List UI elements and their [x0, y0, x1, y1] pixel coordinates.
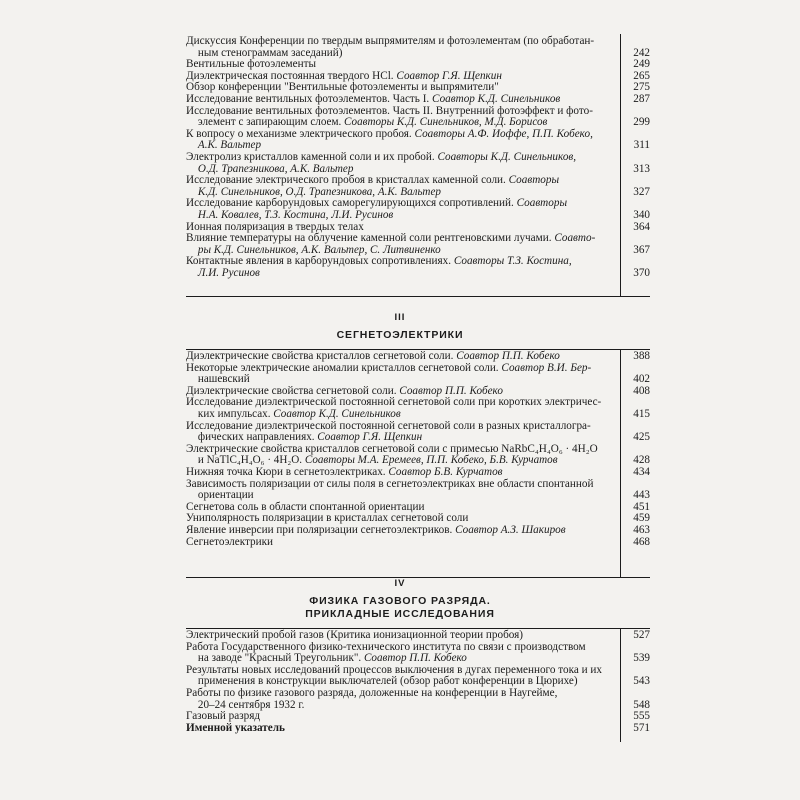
entry-author: А.К. Вальтер [197, 139, 262, 152]
entry-title: Обзор конференции "Вентильные фотоэлементы и выпрямители" [186, 81, 499, 94]
entry-author: Соавтор К.Д. Синельников [432, 92, 561, 105]
entry-author: К.Д. Синельников, О.Д. Трапезникова, А.К. Вальтер [197, 185, 441, 198]
page-number: 571 [633, 721, 650, 734]
entry-author: Соавтор В.И. Бер- [501, 361, 592, 374]
entry-author: Л.И. Русинов [197, 266, 260, 279]
toc-entry [186, 396, 650, 420]
entry-title: Дискуссия Конференции по твердым выпрямителям и фотоэлементам (по обработан- [186, 35, 595, 47]
page-number: 443 [633, 489, 650, 502]
section-4-title-line-2: ПРИКЛАДНЫЕ ИССЛЕДОВАНИЯ [305, 608, 495, 620]
page-number: 555 [633, 710, 650, 723]
entry-title: Сегнетова соль в области спонтанной ориентации [186, 500, 425, 513]
entry-author: Соавтор Б.В. Курчатов [388, 465, 503, 478]
entry-title: Ионная поляризация в твердых телах [186, 220, 364, 233]
page-number: 459 [633, 512, 650, 525]
entry-title: Влияние температуры на облучение каменной соли рентгеновскими лучами. [186, 232, 552, 245]
entry-author: ры К.Д. Синельников, А.К. Вальтер, С. Литвиненко [197, 243, 441, 256]
entry-title: Нижняя точка Кюри в сегнетоэлектриках. [186, 465, 386, 478]
toc-entry [186, 686, 650, 711]
entry-text-line [186, 711, 621, 723]
toc-entry [186, 104, 650, 129]
entry-title: Вентильные фотоэлементы [186, 58, 316, 71]
index-entry [186, 721, 650, 735]
toc-entry [186, 255, 650, 279]
entry-title: Униполярность поляризации в кристаллах сегнетовой соли [186, 512, 469, 525]
entry-title: Некоторые электрические аномалии кристаллов сегнетовой соли. [186, 361, 499, 374]
entry-author: Соавто- [554, 232, 596, 245]
page-number: 370 [633, 266, 650, 279]
entry-title: применения в конструкции выключателей (обзор работ конференции в Цюрихе) [197, 675, 578, 688]
toc-entry [186, 442, 650, 467]
page-number: 402 [633, 373, 650, 386]
section-divider [186, 296, 650, 297]
entry-text-line [186, 268, 618, 280]
entry-author: Соавтор Г.Я. Щепкин [317, 431, 423, 444]
entry-author: Соавтор П.П. Кобеко [363, 652, 467, 665]
entry-title: нашевский [197, 373, 250, 386]
page-number: 527 [633, 629, 650, 641]
entry-title: Исследование электрического пробоя в кристаллах каменной соли. [186, 174, 506, 187]
entry-author: Соавтор П.П. Кобеко [399, 384, 503, 397]
entry-title: Зависимость поляризации от силы поля в сегнетоэлектриках вне области спонтанной [186, 477, 594, 490]
entry-author: Соавторы К.Д. Синельников, М.Д. Борисов [344, 116, 548, 129]
entry-text-line [186, 363, 621, 375]
toc-entry [186, 640, 650, 665]
toc-entry [186, 150, 650, 175]
page-number: 543 [633, 675, 650, 688]
entry-author: О.Д. Трапезникова, А.К. Вальтер [197, 162, 354, 175]
section-3-number: III [394, 312, 406, 323]
page-number: 468 [633, 535, 650, 548]
page-number: 539 [633, 652, 650, 665]
entry-author: Соавторы [508, 174, 560, 187]
index-label: Именной указатель [186, 721, 285, 734]
entry-title: Исследование карборундовых саморегулирующихся сопротивлений. [186, 197, 514, 210]
entry-title: Явление инверсии при поляризации сегнетоэлектриков. [186, 523, 453, 536]
entry-author: Соавтор К.Д. Синельников [273, 407, 401, 420]
entry-title: Электрический пробой газов (Критика ионизационной теории пробоя) [186, 629, 524, 641]
page-number: 364 [633, 220, 650, 233]
entry-title: К вопросу о механизме электрического пробоя. [186, 127, 412, 140]
toc-entry [186, 419, 650, 444]
page-number: 434 [633, 465, 650, 478]
entry-author: Соавторы Т.З. Костина, [453, 255, 572, 268]
toc-entry [186, 710, 650, 723]
entry-author: Соавторы М.А. Еремеев, П.П. Кобеко, Б.В. Курчатов [304, 454, 558, 467]
entry-title: ориентации [197, 489, 254, 502]
page-number: 388 [633, 350, 650, 362]
toc-entry [186, 663, 650, 688]
entry-author: Соавторы К.Д. Синельников, [437, 150, 577, 163]
entry-title: фических направлениях. [197, 431, 315, 444]
entry-title: Исследование диэлектрической постоянной сегнетовой соли в разных кристаллогра- [186, 419, 591, 432]
entry-title: ным стенограммам заседаний) [197, 46, 343, 59]
page-number: 265 [633, 69, 650, 82]
toc-entry [186, 361, 650, 386]
entry-title: Электролиз кристаллов каменной соли и их пробой. [186, 150, 435, 163]
entry-title: Электрические свойства кристаллов сегнетовой соли с примесью NaRbC₄H₄O₆ · 4H₂O [186, 442, 598, 455]
entry-title: Результаты новых исследований процессов выключения в дугах переменного тока и их [186, 663, 602, 676]
entry-title: Контактные явления в карборундовых сопротивлениях. [186, 255, 452, 268]
entry-title: Диэлектрические свойства кристаллов сегнетовой соли. [186, 350, 454, 362]
entry-author: Соавторы [516, 197, 568, 210]
section-3-entries [186, 350, 650, 548]
page-number: 408 [633, 384, 650, 397]
entry-author: Н.А. Ковалев, Т.З. Костина, Л.И. Русинов [197, 208, 394, 221]
toc-entry [186, 127, 650, 152]
page-number: 451 [633, 500, 650, 513]
section-3-title: СЕГНЕТОЭЛЕКТРИКИ [336, 329, 464, 341]
entry-author: Соавтор П.П. Кобеко [456, 350, 560, 362]
page-number: 463 [633, 523, 650, 536]
entry-title: Диэлектрические свойства сегнетовой соли. [186, 384, 397, 397]
toc-entry [186, 232, 650, 256]
entry-title: элемент с запирающим слоем. [197, 116, 342, 129]
entry-title: Исследование вентильных фотоэлементов. Часть II. Внутренний фотоэффект и фото- [186, 104, 593, 117]
entry-title: Сегнетоэлектрики [186, 535, 274, 548]
page-number: 313 [633, 162, 650, 175]
section-2-entries [186, 35, 650, 279]
page-number: 367 [633, 243, 650, 256]
section-4-number: IV [394, 578, 406, 589]
entry-title: Диэлектрическая постоянная твердого HCl. [186, 69, 394, 82]
entry-title: Работа Государственного физико-технического института по связи с производством [186, 640, 586, 653]
toc-entry [186, 535, 650, 549]
page-number: 275 [633, 81, 650, 94]
page-number: 327 [633, 185, 650, 198]
page-number: 548 [633, 698, 650, 711]
entry-title: ких импульсах. [197, 407, 271, 420]
entry-author: Соавтор Г.Я. Щепкин [396, 69, 502, 82]
entry-text-line [186, 537, 621, 549]
toc-entry [186, 197, 650, 221]
entry-author: Соавторы А.Ф. Иоффе, П.П. Кобеко, [414, 127, 593, 140]
entry-title: Исследование вентильных фотоэлементов. Часть I. [186, 92, 430, 105]
toc-entry [186, 477, 650, 502]
entry-title: Работы по физике газового разряда, доложенные на конференции в Наугейме, [186, 686, 558, 699]
page-number: 299 [633, 116, 650, 129]
entry-title: на заводе "Красный Треугольник". [197, 652, 362, 665]
page-number: 425 [633, 431, 650, 444]
page-number: 428 [633, 454, 650, 467]
page-number: 340 [633, 208, 650, 221]
toc-entry [186, 174, 650, 198]
section-4-title-line-1: ФИЗИКА ГАЗОВОГО РАЗРЯДА. [309, 595, 491, 607]
section-4-entries [186, 629, 650, 734]
entry-title: Исследование диэлектрической постоянной сегнетовой соли при коротких электричес- [186, 396, 602, 409]
page-number: 287 [633, 92, 650, 105]
entry-title: Газовый разряд [186, 710, 261, 723]
page-number: 249 [633, 58, 650, 71]
page-number: 311 [633, 139, 650, 152]
entry-author: Соавтор А.З. Шакиров [455, 523, 566, 536]
page-number: 242 [633, 46, 650, 59]
page-number: 415 [633, 407, 650, 420]
entry-title: и NaTlC₄H₄O₆ · 4H₂O. [197, 454, 303, 467]
entry-title: 20–24 сентября 1932 г. [197, 698, 305, 711]
toc-entry [186, 35, 650, 59]
